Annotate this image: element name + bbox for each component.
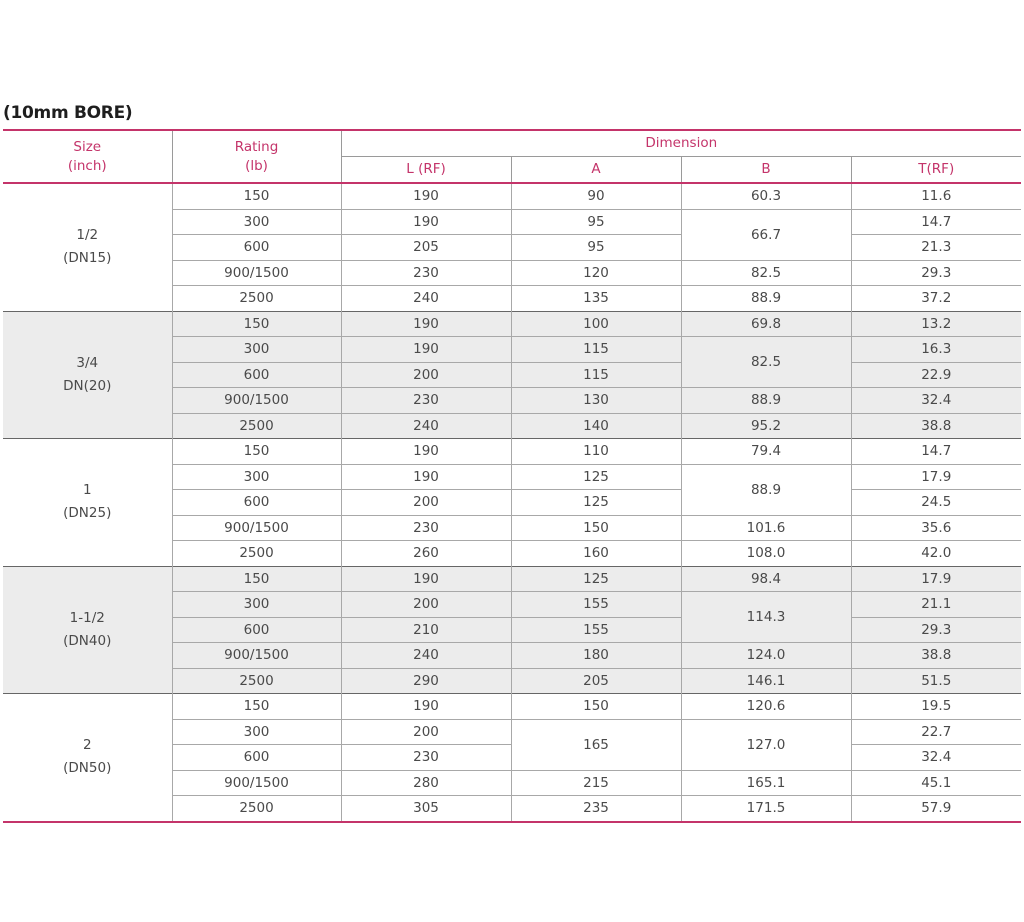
l-cell: 200 xyxy=(341,592,511,618)
a-cell: 125 xyxy=(511,490,681,516)
rating-cell: 300 xyxy=(172,592,341,618)
t-cell: 17.9 xyxy=(851,464,1021,490)
size-value: 1-1/2 xyxy=(69,609,105,626)
size-value: 1/2 xyxy=(76,227,99,244)
b-cell: 88.9 xyxy=(681,388,851,414)
size-group-dn40 xyxy=(3,566,1021,694)
b-cell: 124.0 xyxy=(681,643,851,669)
b-cell: 165.1 xyxy=(681,770,851,796)
a-cell: 165 xyxy=(511,719,681,770)
l-cell: 305 xyxy=(341,796,511,822)
dimension-table xyxy=(3,129,1021,823)
size-cell xyxy=(3,439,172,567)
t-cell: 29.3 xyxy=(851,260,1021,286)
b-cell: 95.2 xyxy=(681,413,851,439)
a-cell: 115 xyxy=(511,362,681,388)
l-cell: 260 xyxy=(341,541,511,567)
rating-cell: 150 xyxy=(172,439,341,465)
header-rating-label: Rating xyxy=(234,138,279,155)
a-cell: 160 xyxy=(511,541,681,567)
size-group-dn20 xyxy=(3,311,1021,439)
l-cell: 290 xyxy=(341,668,511,694)
l-cell: 190 xyxy=(341,311,511,337)
b-cell: 146.1 xyxy=(681,668,851,694)
b-cell: 66.7 xyxy=(681,209,851,260)
table-row xyxy=(3,183,1021,209)
a-cell: 100 xyxy=(511,311,681,337)
rating-cell: 600 xyxy=(172,617,341,643)
size-group-dn50 xyxy=(3,694,1021,822)
header-a: A xyxy=(511,157,681,184)
l-cell: 190 xyxy=(341,694,511,720)
a-cell: 150 xyxy=(511,694,681,720)
b-cell: 108.0 xyxy=(681,541,851,567)
rating-cell: 2500 xyxy=(172,286,341,312)
rating-cell: 300 xyxy=(172,337,341,363)
l-cell: 190 xyxy=(341,464,511,490)
l-cell: 240 xyxy=(341,413,511,439)
l-cell: 280 xyxy=(341,770,511,796)
size-value: 1 xyxy=(82,482,92,499)
rating-cell: 150 xyxy=(172,183,341,209)
size-dn: (DN25) xyxy=(63,505,112,522)
header-size-unit: (inch) xyxy=(67,157,107,174)
b-cell: 88.9 xyxy=(681,464,851,515)
a-cell: 235 xyxy=(511,796,681,822)
t-cell: 19.5 xyxy=(851,694,1021,720)
l-cell: 190 xyxy=(341,337,511,363)
t-cell: 22.7 xyxy=(851,719,1021,745)
l-cell: 205 xyxy=(341,235,511,261)
a-cell: 215 xyxy=(511,770,681,796)
a-cell: 115 xyxy=(511,337,681,363)
rating-cell: 900/1500 xyxy=(172,388,341,414)
a-cell: 140 xyxy=(511,413,681,439)
t-cell: 38.8 xyxy=(851,413,1021,439)
header-rating xyxy=(172,130,341,183)
a-cell: 95 xyxy=(511,235,681,261)
l-cell: 230 xyxy=(341,388,511,414)
size-cell xyxy=(3,311,172,439)
t-cell: 42.0 xyxy=(851,541,1021,567)
rating-cell: 300 xyxy=(172,464,341,490)
size-cell xyxy=(3,183,172,311)
size-cell xyxy=(3,694,172,822)
t-cell: 24.5 xyxy=(851,490,1021,516)
a-cell: 150 xyxy=(511,515,681,541)
header-l-rf: L (RF) xyxy=(341,157,511,184)
t-cell: 21.3 xyxy=(851,235,1021,261)
table-header xyxy=(3,130,1021,183)
t-cell: 32.4 xyxy=(851,745,1021,771)
rating-cell: 2500 xyxy=(172,541,341,567)
size-group-dn25 xyxy=(3,439,1021,567)
rating-cell: 2500 xyxy=(172,796,341,822)
a-cell: 110 xyxy=(511,439,681,465)
l-cell: 230 xyxy=(341,515,511,541)
l-cell: 190 xyxy=(341,439,511,465)
rating-cell: 900/1500 xyxy=(172,770,341,796)
b-cell: 88.9 xyxy=(681,286,851,312)
rating-cell: 300 xyxy=(172,209,341,235)
t-cell: 45.1 xyxy=(851,770,1021,796)
t-cell: 21.1 xyxy=(851,592,1021,618)
rating-cell: 600 xyxy=(172,235,341,261)
b-cell: 82.5 xyxy=(681,337,851,388)
t-cell: 29.3 xyxy=(851,617,1021,643)
t-cell: 37.2 xyxy=(851,286,1021,312)
header-dimension: Dimension xyxy=(341,130,1021,157)
a-cell: 95 xyxy=(511,209,681,235)
size-dn: (DN15) xyxy=(63,250,112,267)
header-size xyxy=(3,130,172,183)
b-cell: 98.4 xyxy=(681,566,851,592)
table-title: (10mm BORE) xyxy=(3,103,133,123)
header-b: B xyxy=(681,157,851,184)
t-cell: 16.3 xyxy=(851,337,1021,363)
a-cell: 180 xyxy=(511,643,681,669)
b-cell: 114.3 xyxy=(681,592,851,643)
size-dn: (DN50) xyxy=(63,760,112,777)
b-cell: 120.6 xyxy=(681,694,851,720)
header-rating-unit: (lb) xyxy=(245,157,268,174)
header-t-rf: T(RF) xyxy=(851,157,1021,184)
a-cell: 120 xyxy=(511,260,681,286)
l-cell: 240 xyxy=(341,286,511,312)
b-cell: 79.4 xyxy=(681,439,851,465)
table-row xyxy=(3,694,1021,720)
rating-cell: 600 xyxy=(172,362,341,388)
rating-cell: 2500 xyxy=(172,413,341,439)
b-cell: 82.5 xyxy=(681,260,851,286)
a-cell: 155 xyxy=(511,592,681,618)
header-size-label: Size xyxy=(73,138,102,155)
rating-cell: 600 xyxy=(172,745,341,771)
a-cell: 205 xyxy=(511,668,681,694)
l-cell: 200 xyxy=(341,490,511,516)
l-cell: 230 xyxy=(341,745,511,771)
a-cell: 155 xyxy=(511,617,681,643)
t-cell: 17.9 xyxy=(851,566,1021,592)
t-cell: 22.9 xyxy=(851,362,1021,388)
b-cell: 127.0 xyxy=(681,719,851,770)
rating-cell: 2500 xyxy=(172,668,341,694)
a-cell: 125 xyxy=(511,566,681,592)
t-cell: 51.5 xyxy=(851,668,1021,694)
rating-cell: 900/1500 xyxy=(172,260,341,286)
a-cell: 125 xyxy=(511,464,681,490)
l-cell: 190 xyxy=(341,209,511,235)
rating-cell: 150 xyxy=(172,566,341,592)
rating-cell: 600 xyxy=(172,490,341,516)
t-cell: 38.8 xyxy=(851,643,1021,669)
size-cell xyxy=(3,566,172,694)
l-cell: 230 xyxy=(341,260,511,286)
a-cell: 130 xyxy=(511,388,681,414)
b-cell: 171.5 xyxy=(681,796,851,822)
t-cell: 11.6 xyxy=(851,183,1021,209)
b-cell: 60.3 xyxy=(681,183,851,209)
t-cell: 32.4 xyxy=(851,388,1021,414)
a-cell: 135 xyxy=(511,286,681,312)
t-cell: 14.7 xyxy=(851,209,1021,235)
b-cell: 101.6 xyxy=(681,515,851,541)
l-cell: 200 xyxy=(341,362,511,388)
table-row xyxy=(3,566,1021,592)
b-cell: 69.8 xyxy=(681,311,851,337)
table-row xyxy=(3,439,1021,465)
rating-cell: 150 xyxy=(172,694,341,720)
l-cell: 190 xyxy=(341,566,511,592)
t-cell: 57.9 xyxy=(851,796,1021,822)
l-cell: 200 xyxy=(341,719,511,745)
rating-cell: 900/1500 xyxy=(172,643,341,669)
t-cell: 14.7 xyxy=(851,439,1021,465)
l-cell: 210 xyxy=(341,617,511,643)
size-value: 3/4 xyxy=(76,354,99,371)
table-row xyxy=(3,311,1021,337)
size-value: 2 xyxy=(82,737,92,754)
rating-cell: 900/1500 xyxy=(172,515,341,541)
t-cell: 13.2 xyxy=(851,311,1021,337)
size-group-dn15 xyxy=(3,183,1021,311)
a-cell: 90 xyxy=(511,183,681,209)
l-cell: 240 xyxy=(341,643,511,669)
size-dn: (DN40) xyxy=(63,632,112,649)
size-dn: DN(20) xyxy=(63,377,112,394)
rating-cell: 300 xyxy=(172,719,341,745)
t-cell: 35.6 xyxy=(851,515,1021,541)
l-cell: 190 xyxy=(341,183,511,209)
rating-cell: 150 xyxy=(172,311,341,337)
